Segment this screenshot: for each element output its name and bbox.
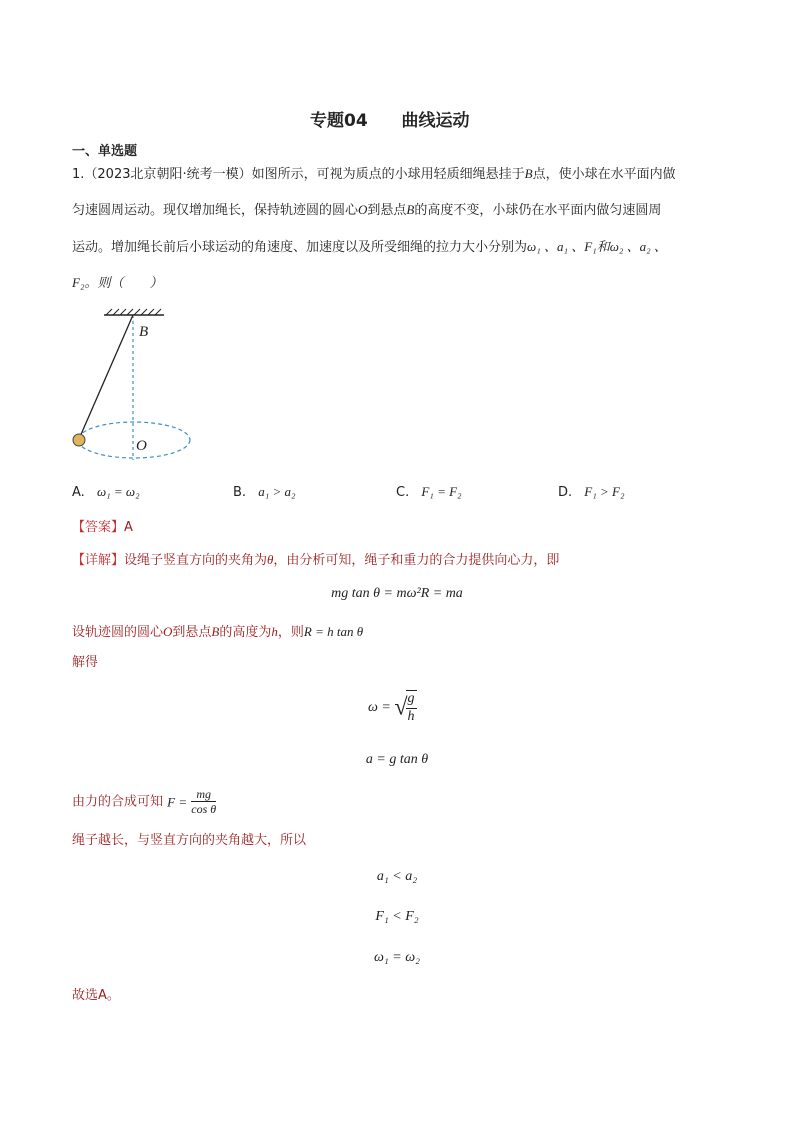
option-expression: F₁ > F₂: [584, 484, 625, 499]
equation-4: a₁ < a₂: [376, 869, 418, 884]
equation-3: a = g tan θ: [365, 752, 429, 767]
question-text: 的高度不变，小球仍在水平面内做匀速圆周: [414, 203, 662, 218]
option-B[interactable]: [233, 484, 296, 500]
question-text: 点，使小球在水平面内做: [532, 167, 676, 182]
label-O: O: [136, 438, 147, 454]
question-line-3: [72, 240, 667, 254]
ceiling-hatch: [106, 309, 161, 315]
string-line: [79, 315, 133, 439]
point-label: B: [406, 202, 415, 217]
option-letter: D.: [558, 485, 573, 500]
detail-text: ，由分析可知，绳子和重力的合力提供向心力，即: [273, 553, 560, 568]
orbit-circle: [78, 422, 190, 458]
fraction: [406, 690, 417, 726]
fraction: [191, 787, 216, 817]
solve-label: 解得: [72, 655, 99, 670]
question-variables: ω₁ 、a₁ 、F₁和ω₂ 、a₂ 、: [527, 239, 667, 254]
option-expression: a₁ > a₂: [258, 484, 296, 499]
denominator: cos θ: [191, 802, 217, 817]
option-letter: B.: [233, 485, 247, 500]
equation-omega: [368, 690, 417, 726]
conclusion: 故选A。: [72, 988, 120, 1003]
force-line: [72, 787, 216, 817]
detail-line-1: [72, 553, 559, 567]
sqrt-icon: √: [394, 694, 408, 721]
option-expression: ω₁ = ω₂: [96, 484, 140, 499]
label-B: B: [139, 324, 149, 340]
longer-line: 绳子越长，与竖直方向的夹角越大，所以: [72, 833, 307, 848]
section-heading: 一、单选题: [72, 144, 138, 159]
detail-line-2: [72, 625, 363, 639]
pendulum-figure: [60, 305, 200, 465]
equation-6: ω₁ = ω₂: [374, 950, 420, 965]
equation-5: F₁ < F₂: [375, 909, 419, 924]
detail-text: 设轨迹圆的圆心: [72, 625, 164, 640]
numerator: mg: [191, 787, 216, 802]
detail-text: 由力的合成可知: [72, 794, 164, 810]
detail-symbol: B: [211, 624, 220, 639]
point-label: B: [524, 166, 533, 181]
detail-text: 的高度为: [219, 625, 272, 640]
detail-symbol: h: [271, 624, 278, 639]
numerator: g: [406, 691, 417, 709]
detail-equation: R = h tan θ: [303, 624, 364, 639]
option-letter: A.: [72, 485, 85, 500]
option-D[interactable]: [558, 484, 625, 500]
question-line-2: [72, 203, 661, 217]
option-expression: F₁ = F₂: [421, 484, 462, 499]
question-text: 匀速圆周运动。现仅增加绳长，保持轨迹圆的圆心: [72, 203, 359, 218]
option-C[interactable]: [396, 484, 462, 500]
title-topic: 专题04: [310, 111, 368, 131]
ball: [73, 434, 85, 446]
question-text: 运动。增加绳长前后小球运动的角速度、加速度以及所受细绳的拉力大小分别为: [72, 240, 528, 255]
answer-tag: 【答案】: [72, 520, 125, 535]
question-line-4: [72, 276, 162, 290]
question-line-1: [72, 167, 676, 181]
option-letter: C.: [396, 485, 410, 500]
title-name: 曲线运动: [401, 111, 470, 131]
page-title: [310, 106, 470, 131]
question-text: 如图所示，可视为质点的小球用轻质细绳悬挂于: [251, 167, 525, 182]
question-number: 1.: [72, 167, 85, 182]
equation-lhs: F =: [167, 794, 188, 810]
detail-symbol: O: [163, 624, 173, 639]
answer-value: A: [124, 520, 133, 535]
detail-text: 到悬点: [172, 625, 212, 640]
equation-lhs: ω =: [368, 699, 391, 715]
question-source: （2023北京朝阳·统考一模）: [84, 167, 252, 182]
point-label: O: [358, 202, 368, 217]
detail-tag: 【详解】: [72, 553, 125, 568]
detail-symbol: θ: [267, 552, 274, 567]
answer-line: [72, 521, 133, 534]
option-A[interactable]: [72, 484, 140, 500]
detail-text: 设绳子竖直方向的夹角为: [124, 553, 268, 568]
detail-text: ，则: [277, 625, 304, 640]
denominator: h: [407, 708, 415, 724]
equation-1: mg tan θ = mω²R = ma: [331, 586, 463, 601]
question-text: 到悬点: [367, 203, 407, 218]
question-text: F₂。则（ ）: [72, 275, 163, 290]
